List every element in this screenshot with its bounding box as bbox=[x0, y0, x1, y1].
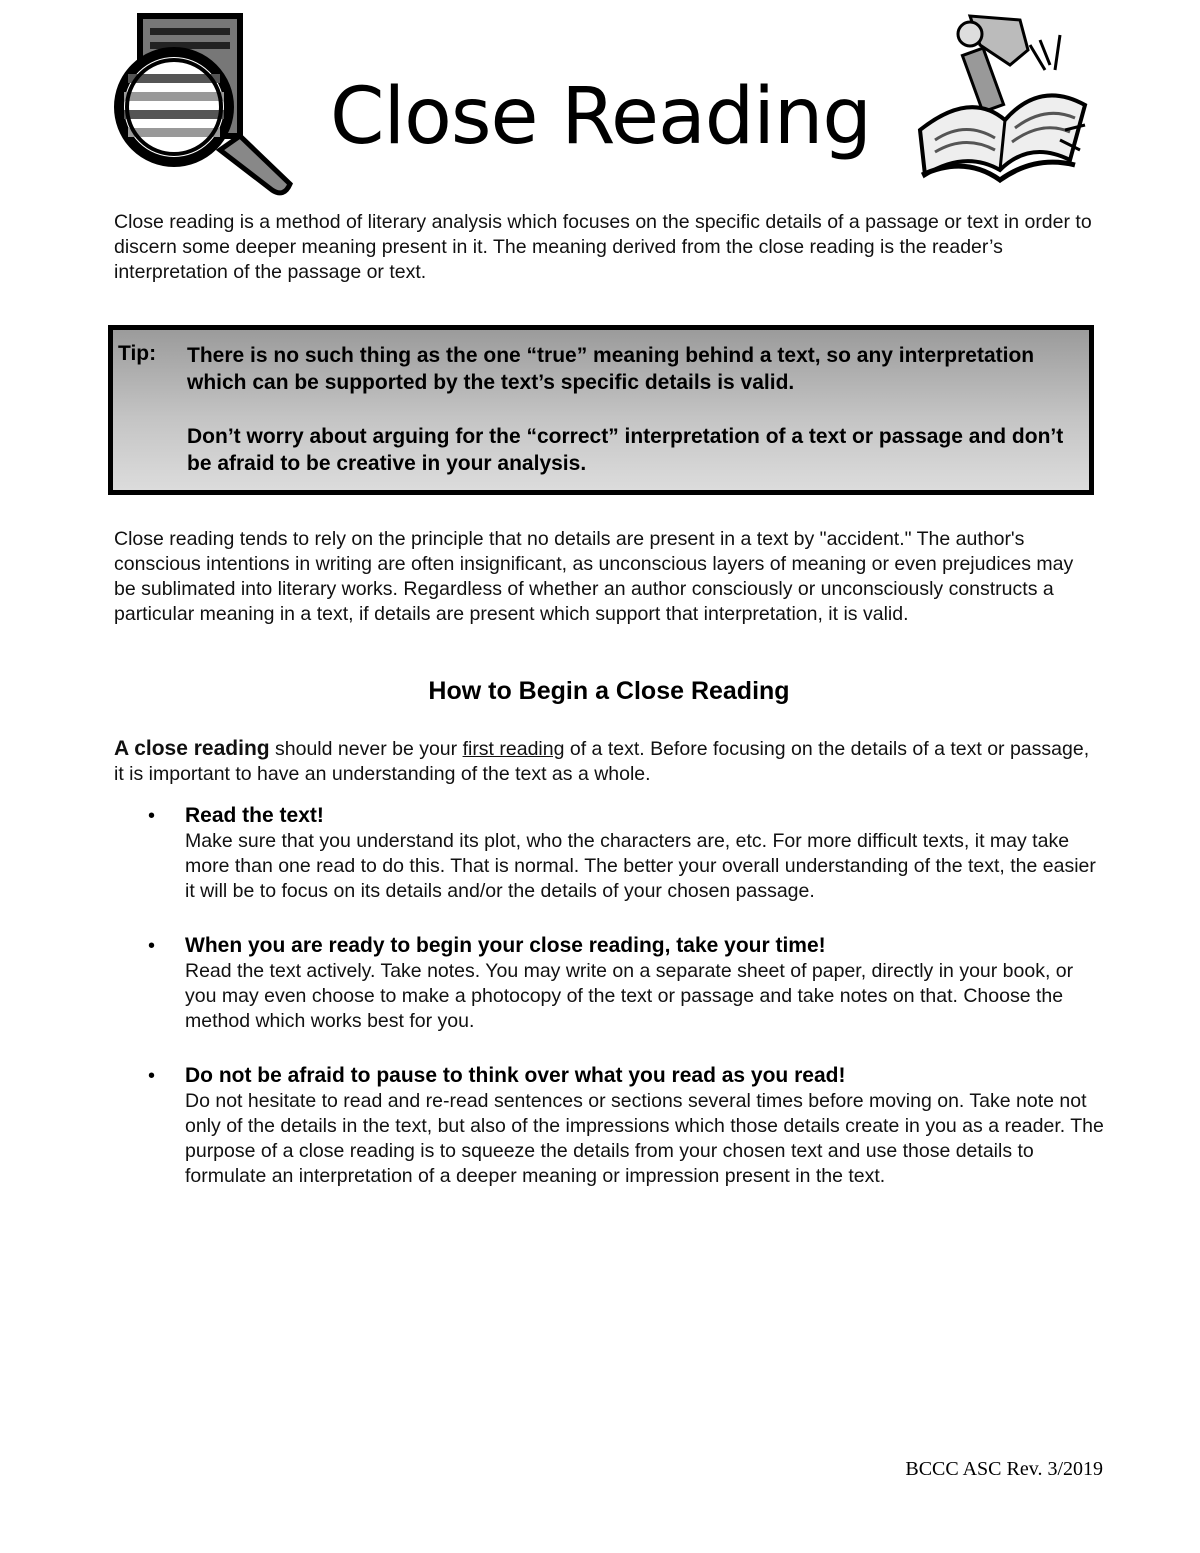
list-item-body: Read the text actively. Take notes. You may write on a separate sheet of paper, directly in your book, or you may even choose to make a photocopy of the text or passage and take notes on that. Choose the method which works best for you. bbox=[185, 960, 1074, 1032]
list-item-heading: Do not be afraid to pause to think over what you read as you read! bbox=[185, 1064, 846, 1087]
tip-box bbox=[108, 325, 1094, 495]
list-item-heading: Read the text! bbox=[185, 804, 324, 827]
page-header bbox=[0, 0, 1200, 205]
tip-text-1: There is no such thing as the one “true” meaning behind a text, so any interpretation which can be supported by the text’s specific details is valid. bbox=[187, 344, 1035, 394]
open-book-microscope-icon bbox=[910, 10, 1090, 195]
lead-mid: should never be your bbox=[269, 738, 463, 760]
list-item-heading: When you are ready to begin your close reading, take your time! bbox=[185, 934, 826, 957]
bullet-icon: • bbox=[148, 1065, 156, 1087]
list-item bbox=[185, 933, 1105, 1034]
lead-paragraph bbox=[114, 736, 1099, 787]
bullet-icon: • bbox=[148, 935, 156, 957]
bullet-icon: • bbox=[148, 805, 156, 827]
principle-paragraph: Close reading tends to rely on the principle that no details are present in a text by "accident." The author's conscious intentions in writing are often insignificant, as unconscious layers of meaning or even prejudices may be sublimated into literary works. Regardless of whether an author consciously or unconsciously constructs a particular meaning in a text, if details are present which support that interpretation, it is valid. bbox=[114, 528, 1074, 625]
tip-label: Tip: bbox=[118, 342, 157, 365]
list-item-body: Make sure that you understand its plot, who the characters are, etc. For more difficult texts, it may take more than one read to do this. That is normal. The better your overall understanding of the text, the easier it will be to focus on its details and/or the details of your chosen passage. bbox=[185, 830, 1096, 902]
lead-rest: of a text. Before focusing on the details of a text or passage, it is important to have an understanding of the text as a whole. bbox=[114, 738, 1090, 785]
section-heading: How to Begin a Close Reading bbox=[428, 677, 790, 705]
lead-bold: A close reading bbox=[114, 737, 270, 760]
revision-footer: BCCC ASC Rev. 3/2019 bbox=[905, 1458, 1103, 1480]
page-title: Close Reading bbox=[330, 72, 871, 162]
tip-text-2: Don’t worry about arguing for the “correct” interpretation of a text or passage and don’t be afraid to be creative in your analysis. bbox=[187, 425, 1064, 475]
intro-paragraph: Close reading is a method of literary analysis which focuses on the specific details of a passage or text in order to discern some deeper meaning present in it. The meaning derived from the close reading is the reader’s interpretation of the passage or text. bbox=[114, 211, 1092, 283]
lead-underline: first reading bbox=[462, 738, 565, 760]
magnifying-glass-document-icon bbox=[112, 12, 297, 197]
list-item bbox=[185, 803, 1105, 904]
list-item bbox=[185, 1063, 1105, 1189]
list-item-body: Do not hesitate to read and re-read sentences or sections several times before moving on. Take note not only of the details in the text, but also of the impressions which those details create in you as a reader. The purpose of a close reading is to squeeze the details from your chosen text and use those details to formulate an interpretation of a deeper meaning or impression present in the text. bbox=[185, 1090, 1104, 1187]
